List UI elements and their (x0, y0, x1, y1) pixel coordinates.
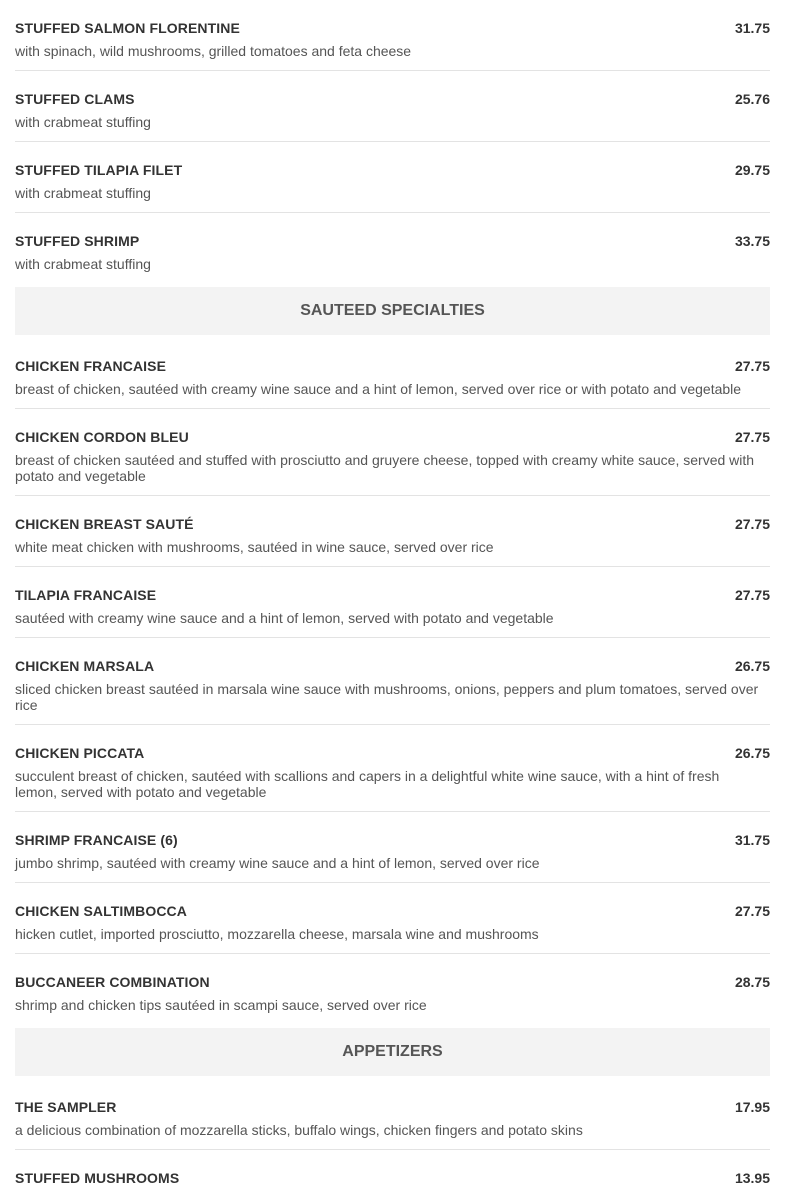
menu-item (15, 212, 770, 283)
menu-item (15, 1149, 770, 1197)
item-description: white meat chicken with mushrooms, sautéed in wine sauce, served over rice (15, 539, 494, 555)
menu-item (15, 141, 770, 212)
item-price: 25.76 (734, 91, 770, 107)
menu-item (15, 1082, 770, 1149)
item-price: 17.95 (734, 1099, 770, 1115)
item-name: CHICKEN BREAST SAUTÉ (15, 516, 194, 532)
item-name: STUFFED SHRIMP (15, 233, 140, 249)
item-price: 27.75 (734, 358, 770, 374)
item-price: 26.75 (734, 745, 770, 761)
menu-section (15, 287, 770, 1024)
item-description: succulent breast of chicken, sautéed with scallions and capers in a delightful white wine sauce, with a hint of fresh lemon, served with potato and vegetable (15, 768, 720, 800)
item-name: STUFFED CLAMS (15, 91, 135, 107)
item-description: jumbo shrimp, sautéed with creamy wine sauce and a hint of lemon, served over rice (15, 855, 540, 871)
item-description: sautéed with creamy wine sauce and a hint of lemon, served with potato and vegetable (15, 610, 554, 626)
item-price: 31.75 (734, 832, 770, 848)
menu-item (15, 495, 770, 566)
item-price: 33.75 (734, 233, 770, 249)
section-header: APPETIZERS (15, 1028, 770, 1076)
item-name: STUFFED TILAPIA FILET (15, 162, 183, 178)
item-name: BUCCANEER COMBINATION (15, 974, 210, 990)
item-name: TILAPIA FRANCAISE (15, 587, 157, 603)
menu-section (15, 0, 770, 283)
item-description: hicken cutlet, imported prosciutto, mozzarella cheese, marsala wine and mushrooms (15, 926, 539, 942)
item-name: CHICKEN CORDON BLEU (15, 429, 189, 445)
item-price: 31.75 (734, 20, 770, 36)
item-description: with crabmeat stuffing (15, 185, 151, 201)
item-description: a delicious combination of mozzarella sticks, buffalo wings, chicken fingers and potato skins (15, 1122, 583, 1138)
item-price: 13.95 (734, 1170, 770, 1186)
item-description: with spinach, wild mushrooms, grilled tomatoes and feta cheese (15, 43, 412, 59)
menu-item (15, 341, 770, 408)
menu-item (15, 811, 770, 882)
menu-section (15, 1028, 770, 1197)
item-price: 29.75 (734, 162, 770, 178)
item-description: with crabmeat stuffing (15, 114, 151, 130)
menu-item (15, 882, 770, 953)
item-price: 27.75 (734, 587, 770, 603)
item-description: breast of chicken, sautéed with creamy wine sauce and a hint of lemon, served over rice or with potato and vegetable (15, 381, 742, 397)
menu-item (15, 408, 770, 495)
menu-item (15, 953, 770, 1024)
menu-item (15, 637, 770, 724)
item-name: CHICKEN SALTIMBOCCA (15, 903, 187, 919)
item-price: 27.75 (734, 429, 770, 445)
item-name: CHICKEN MARSALA (15, 658, 155, 674)
menu-item (15, 70, 770, 141)
item-name: STUFFED MUSHROOMS (15, 1170, 180, 1186)
item-name: CHICKEN PICCATA (15, 745, 145, 761)
menu-item (15, 724, 770, 811)
item-name: SHRIMP FRANCAISE (6) (15, 832, 178, 848)
item-description: sliced chicken breast sautéed in marsala wine sauce with mushrooms, onions, peppers and plum tomatoes, served over rice (15, 681, 759, 713)
item-description: with crabmeat stuffing (15, 256, 151, 272)
item-description: breast of chicken sautéed and stuffed with prosciutto and gruyere cheese, topped with creamy white sauce, served with potato and vegetable (15, 452, 755, 484)
section-header: SAUTEED SPECIALTIES (15, 287, 770, 335)
menu-item (15, 566, 770, 637)
item-price: 27.75 (734, 516, 770, 532)
item-price: 28.75 (734, 974, 770, 990)
menu-item (15, 0, 770, 70)
item-price: 27.75 (734, 903, 770, 919)
menu-list (15, 0, 770, 1197)
item-name: STUFFED SALMON FLORENTINE (15, 20, 240, 36)
item-price: 26.75 (734, 658, 770, 674)
item-name: CHICKEN FRANCAISE (15, 358, 167, 374)
item-description: shrimp and chicken tips sautéed in scampi sauce, served over rice (15, 997, 427, 1013)
item-name: THE SAMPLER (15, 1099, 117, 1115)
